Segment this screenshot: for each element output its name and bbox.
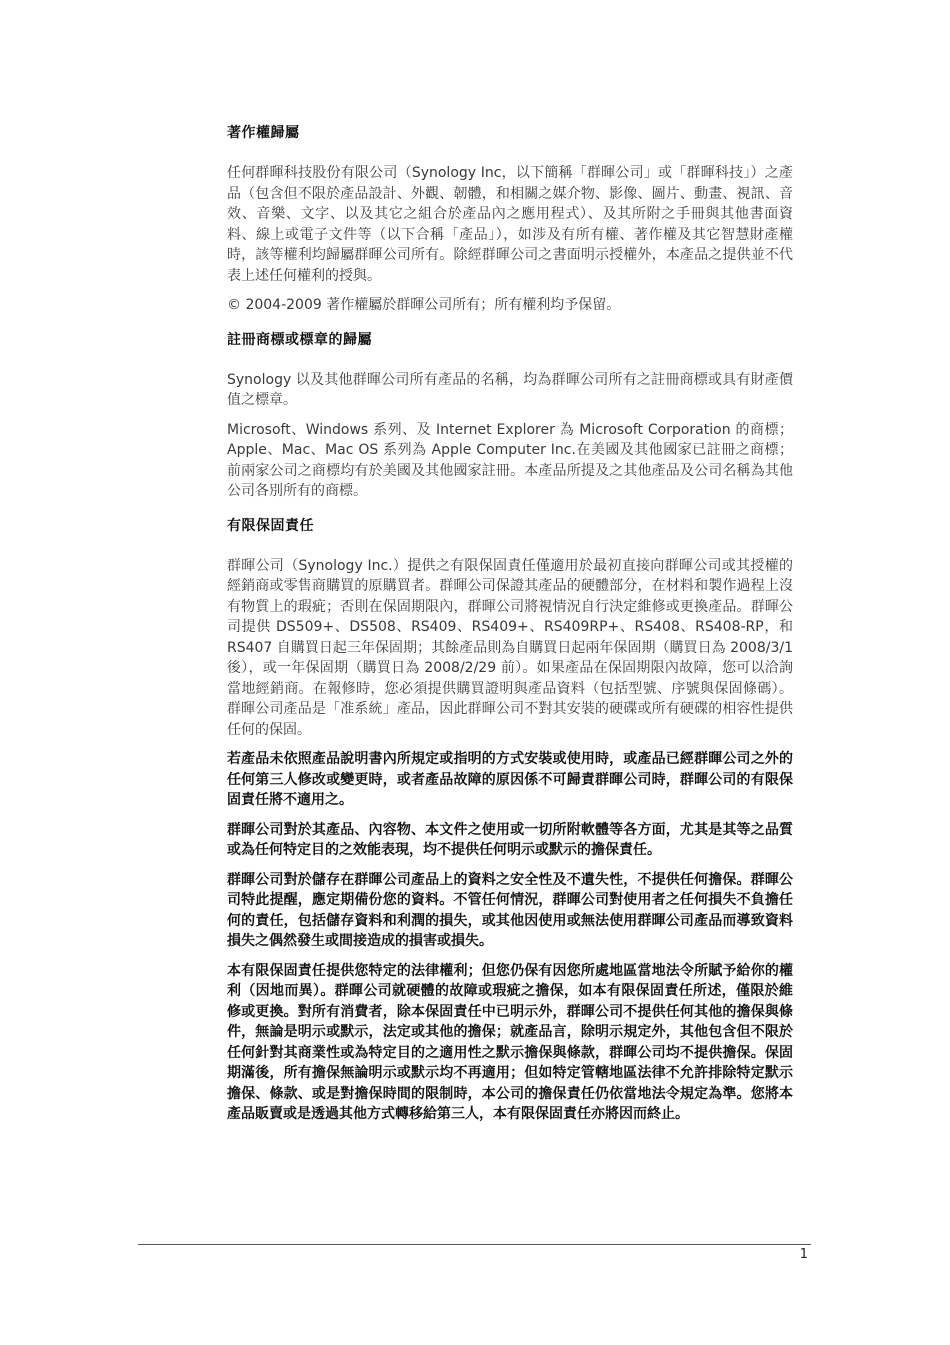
warranty-paragraph-1: 群暉公司（Synology Inc.）提供之有限保固責任僅適用於最初直接向群暉公司或其授權的經銷商或零售商購買的原購買者。群暉公司保證其產品的硬體部分，在材料和製作過程上沒有物質上的瑕疵；否則在保固期限內，群暉公司將視情況自行決定維修或更換產品。群暉公司提供 DS509+、DS508、RS409、RS409+、RS409RP+、RS408、RS408-RP，和 RS407 自購買日起三年保固期；其餘產品則為自購買日起兩年保固期（購買日為 2008/3/1 後），或一年保固期（購買日為 2008/2/29 前）。如果產品在保固期限內故障，您可以洽詢當地經銷商。在報修時，您必須提供購買證明與產品資料（包括型號、序號與保固條碼）。群暉公司產品是「准系統」產品，因此群暉公司不對其安裝的硬碟或所有硬碟的相容性提供任何的保固。 — [227, 557, 793, 738]
trademark-paragraph-1: Synology 以及其他群暉公司所有產品的名稱，均為群暉公司所有之註冊商標或具有財產價值之標章。 — [227, 371, 793, 408]
copyright-notice: © 2004-2009 著作權屬於群暉公司所有；所有權利均予保留。 — [227, 297, 621, 313]
copyright-heading: 著作權歸屬 — [227, 125, 300, 141]
footer-divider — [138, 1244, 811, 1245]
warranty-paragraph-3: 群暉公司對於其產品、內容物、本文件之使用或一切所附軟體等各方面，尤其是其等之品質或為任何特定目的之效能表現，均不提供任何明示或默示的擔保責任。 — [227, 821, 793, 858]
trademark-paragraph-2: Microsoft、Windows 系列、及 Internet Explorer 為 Microsoft Corporation 的商標；Apple、Mac、Mac OS 系列為 Apple Computer Inc.在美國及其他國家已註冊之商標；前兩家公司之商標均有於美國及其他國家註冊。本產品所提及之其他產品及公司名稱為其他公司各別所有的商標。 — [227, 421, 793, 499]
warranty-heading: 有限保固責任 — [227, 517, 314, 534]
copyright-paragraph-1: 任何群暉科技股份有限公司（Synology Inc，以下簡稱「群暉公司」或「群暉科技」）之產品（包含但不限於產品設計、外觀、韌體，和相關之媒介物、影像、圖片、動畫、視訊、音效、音樂、文字、以及其它之組合於產品內之應用程式）、及其所附之手冊與其他書面資料、線上或電子文件等（以下合稱「產品」），如涉及有所有權、著作權及其它智慧財產權時，該等權利均歸屬群暉公司所有。除經群暉公司之書面明示授權外，本產品之提供並不代表上述任何權利的授與。 — [227, 165, 793, 284]
document-body — [227, 122, 793, 1125]
trademark-heading: 註冊商標或標章的歸屬 — [227, 331, 372, 348]
warranty-paragraph-2: 若產品未依照產品說明書內所規定或指明的方式安裝或使用時，或產品已經群暉公司之外的任何第三人修改或變更時，或者產品故障的原因係不可歸責群暉公司時，群暉公司的有限保固責任將不適用之。 — [227, 751, 793, 808]
warranty-paragraph-5: 本有限保固責任提供您特定的法律權利；但您仍保有因您所處地區當地法令所賦予給你的權利（因地而異）。群暉公司就硬體的故障或瑕疵之擔保，如本有限保固責任所述，僅限於維修或更換。對所有消費者，除本保固責任中已明示外，群暉公司不提供任何其他的擔保與條件，無論是明示或默示，法定或其他的擔保；就產品言，除明示規定外，其他包含但不限於任何針對其商業性或為特定目的之適用性之默示擔保與條款，群暉公司均不提供擔保。保固期滿後，所有擔保無論明示或默示均不再適用；但如特定管轄地區法律不允許排除特定默示擔保、條款、或是對擔保時間的限制時，本公司的擔保責任仍依當地法令規定為準。您將本產品販賣或是透過其他方式轉移給第三人，本有限保固責任亦將因而終止。 — [227, 962, 793, 1122]
page-number: 1 — [799, 1247, 808, 1262]
warranty-paragraph-4: 群暉公司對於儲存在群暉公司產品上的資料之安全性及不遺失性，不提供任何擔保。群暉公司特此提醒，應定期備份您的資料。不管任何情況，群暉公司對使用者之任何損失不負擔任何的責任，包括儲存資料和利潤的損失，或其他因使用或無法使用群暉公司產品而導致資料損失之偶然發生或間接造成的損害或損失。 — [227, 871, 793, 949]
